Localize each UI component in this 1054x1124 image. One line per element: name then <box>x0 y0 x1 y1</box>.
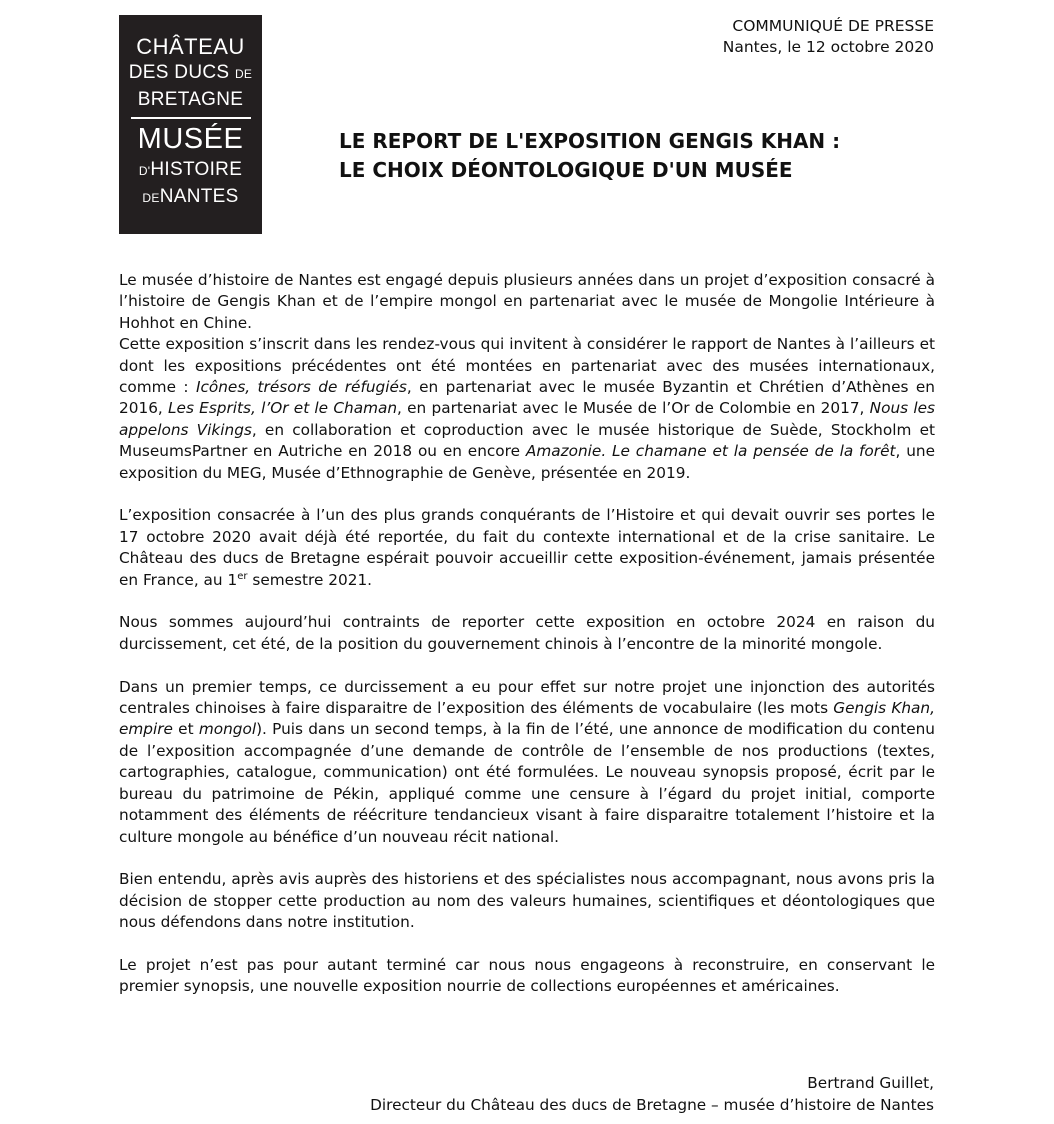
signature-block <box>370 1073 934 1116</box>
paragraph-7 <box>119 955 935 998</box>
paragraph-1-text: Le musée d’histoire de Nantes est engagé depuis plusieurs années dans un projet d’exposition consacré à l’histoire de Gengis Khan et de l’empire mongol en partenariat avec le musée de Mongolie Intérieure à Hohhot en Chine. <box>119 271 935 332</box>
signatory-name: Bertrand Guillet, <box>807 1074 934 1092</box>
censored-words-2: mongol <box>198 720 257 739</box>
place-date: Nantes, le 12 octobre 2020 <box>722 38 934 56</box>
paragraph-2 <box>119 334 935 484</box>
signatory-role: Directeur du Château des ducs de Bretagne – musée d’histoire de Nantes <box>370 1095 934 1114</box>
paragraph-4 <box>119 612 935 655</box>
logo-text-d: D' <box>138 164 151 178</box>
ordinal-superscript: er <box>237 570 248 582</box>
paragraph-5-text-a: Dans un premier temps, ce durcissement a eu pour effet sur notre projet une injonction des autorités centrales chinoises à faire disparaitre de l’exposition des éléments de vocabulaire (les mots <box>119 677 935 718</box>
logo-text-nantes: NANTES <box>159 186 239 207</box>
exhibition-title-vikings: Nous les appelons Vikings <box>119 399 935 439</box>
paragraph-7-text: Le projet n’est pas pour autant terminé car nous nous engageons à reconstruire, en conservant le premier synopsis, une nouvelle exposition nourrie de collections européennes et américaines. <box>119 955 935 996</box>
paragraph-4-text: Nous sommes aujourd’hui contraints de reporter cette exposition en octobre 2024 en raison du durcissement, cet été, de la position du gouvernement chinois à l’encontre de la minorité mongole. <box>119 613 935 653</box>
press-release-label: COMMUNIQUÉ DE PRESSE <box>732 17 934 35</box>
paragraph-5 <box>119 677 935 848</box>
title-line-1: LE REPORT DE L'EXPOSITION GENGIS KHAN : <box>339 129 841 153</box>
logo-line-musee: MUSÉE <box>137 123 244 155</box>
paragraph-6-text: Bien entendu, après avis auprès des historiens et des spécialistes nous accompagnant, nous avons pris la décision de stopper cette production au nom des valeurs humaines, scientifiques et déontologiques que nous défendons dans notre institution. <box>119 870 935 932</box>
document-title <box>339 127 989 185</box>
censored-words-1: Gengis Khan, empire <box>119 699 935 739</box>
paragraph-2-text-b: , en partenariat avec le musée Byzantin et Chrétien d’Athènes en 2016, <box>119 378 935 418</box>
press-header <box>723 16 934 58</box>
paragraph-2-text-c: , en partenariat avec le Musée de l’Or de Colombie en 2017, <box>397 399 870 418</box>
paragraph-1 <box>119 270 935 334</box>
paragraph-5-text-c: ). Puis dans un second temps, à la fin de l’été, une annonce de modification du contenu de l’exposition accompagnée d’une demande de contrôle de l’ensemble de nos productions (textes, cartographies, catalogue, communication) ont été formulées. Le nouveau synopsis proposé, écrit par le bureau du patrimoine de Pékin, appliqué comme une censure à l’égard du projet initial, comporte notamment des éléments de réécriture tendancieux visant à faire disparaitre totalement l’histoire et la culture mongole au bénéfice d’un nouveau récit national. <box>119 720 935 846</box>
exhibition-title-icones: Icônes, trésors de réfugiés <box>195 378 407 397</box>
museum-logo <box>119 15 262 234</box>
paragraph-6 <box>119 869 935 933</box>
paragraph-3 <box>119 505 935 591</box>
logo-line-histoire <box>119 156 262 185</box>
exhibition-title-esprits: Les Esprits, l’Or et le Chaman <box>168 399 398 418</box>
paragraph-2-text-e: , une exposition du MEG, Musée d’Ethnographie de Genève, présentée en 2019. <box>119 442 935 482</box>
logo-line-ducs <box>119 60 262 87</box>
paragraph-5-text-b: et <box>172 720 199 739</box>
title-line-2: LE CHOIX DÉONTOLOGIQUE D'UN MUSÉE <box>339 158 793 182</box>
logo-text-de-small: DE <box>142 191 160 205</box>
paragraph-2-text-d: , en collaboration et coproduction avec le musée historique de Suède, Stockholm et MuseumsPartner en Autriche en 2018 ou en encore <box>119 420 935 461</box>
exhibition-title-amazonie: Amazonie. Le chamane et la pensée de la forêt <box>525 442 896 461</box>
paragraph-3-text-b: semestre 2021. <box>247 570 373 589</box>
logo-divider <box>131 117 251 119</box>
document-body <box>119 270 935 1019</box>
logo-text-de: DE <box>234 67 253 81</box>
paragraph-3-text-a: L’exposition consacrée à l’un des plus grands conquérants de l’Histoire et qui devait ouvrir ses portes le 17 octobre 2020 avait déjà été reportée, du fait du contexte international et de la crise sanitaire. Le Château des ducs de Bretagne espérait pouvoir accueillir cette exposition-événement, jamais présentée en France, au 1 <box>119 506 935 589</box>
paragraph-2-text-a: Cette exposition s’inscrit dans les rendez-vous qui invitent à considérer le rapport de Nantes à l’ailleurs et dont les expositions précédentes ont été montées en partenariat avec des musées internationaux, comme : <box>119 335 935 397</box>
logo-text-des-ducs: DES DUCS <box>128 62 230 83</box>
logo-line-nantes <box>119 185 262 210</box>
logo-line-chateau: CHÂTEAU <box>136 34 245 59</box>
logo-line-bretagne: BRETAGNE <box>137 89 244 110</box>
logo-text-histoire: HISTOIRE <box>150 159 243 180</box>
